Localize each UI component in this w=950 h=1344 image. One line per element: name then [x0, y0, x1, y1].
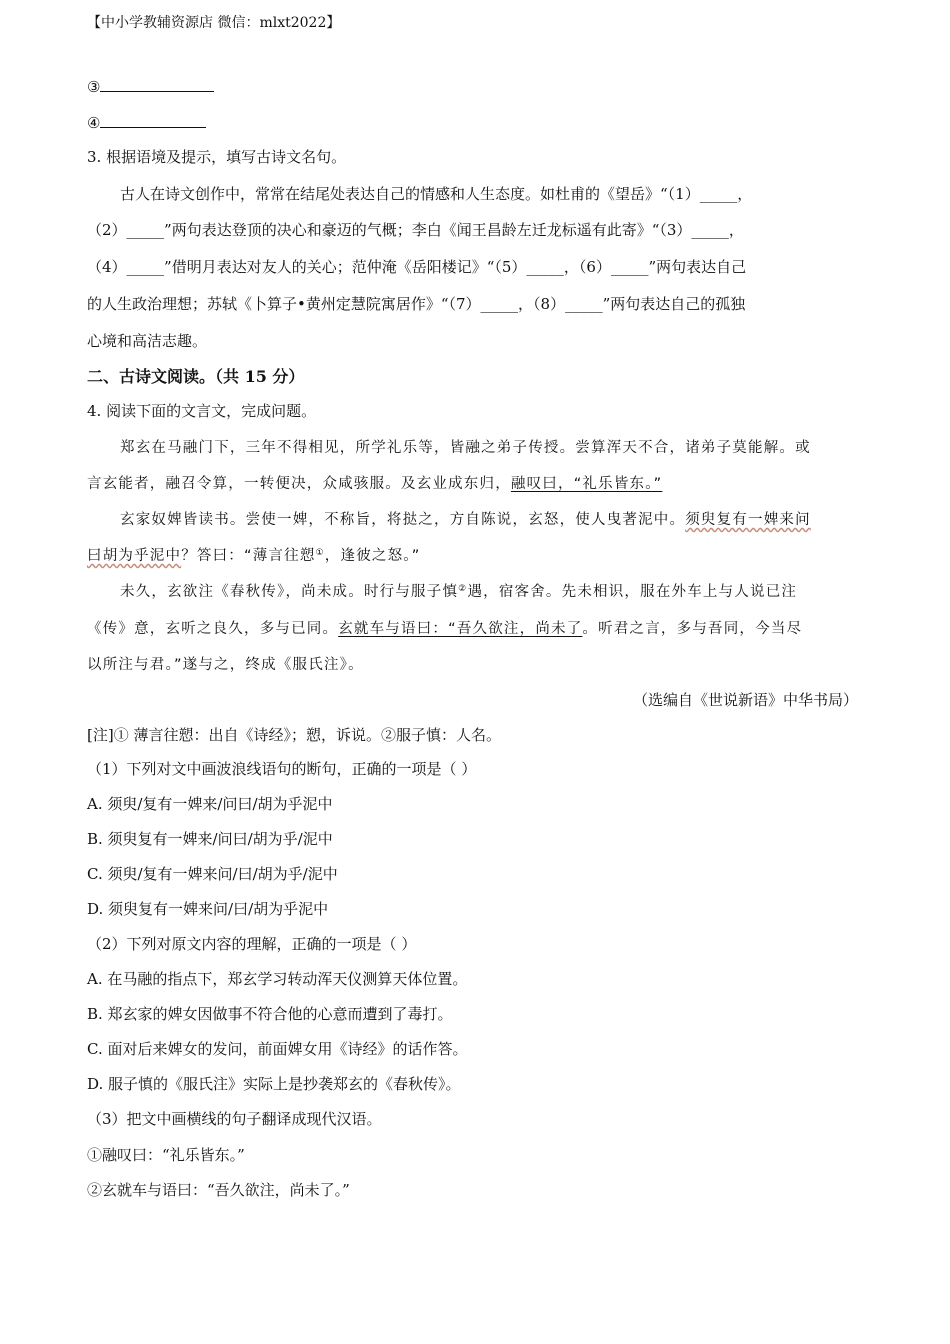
answer-blank[interactable]	[100, 76, 214, 92]
passage-text: 。听君之言，多与吾同，今当尽	[582, 621, 803, 637]
option-c[interactable]: C. 须臾/复有一婢来问/曰/胡为乎/泥中	[87, 865, 338, 883]
answer-blank[interactable]	[100, 112, 206, 128]
blank-item-3[interactable]	[87, 76, 858, 98]
passage-text: 玄家奴婢皆读书。尝使一婢，不称旨，将挞之，方自陈说，玄怒，使人曳著泥中。	[120, 512, 686, 528]
q3-text-line: （2）_____”两句表达登顶的决心和豪迈的气概；李白《闻王昌龄左迁龙标遥有此寄》“（3）_____，	[87, 221, 744, 239]
passage-text: 言玄能者，融召令算，一转便决，众咸骇服。及玄业成东归，	[87, 476, 511, 492]
passage-line: 以所注与君。”遂与之，终成《服氏注》。	[87, 657, 364, 673]
translation-item: ①融叹曰：“礼乐皆东。”	[87, 1146, 245, 1164]
passage-line: 郑玄在马融门下，三年不得相见，所学礼乐等，皆融之弟子传授。尝算浑天不合，诸弟子莫能解。或	[120, 440, 811, 456]
q3-text-line: 心境和高洁志趣。	[87, 332, 208, 350]
passage-text: ？答曰：“薄言往愬	[181, 548, 316, 564]
translation-item: ②玄就车与语曰：“吾久欲注，尚未了。”	[87, 1181, 350, 1199]
sub-question-1-stem: （1）下列对文中画波浪线语句的断句，正确的一项是（ ）	[87, 760, 477, 778]
blank-item-label: ③	[87, 78, 101, 96]
sub-question-2-stem: （2）下列对原文内容的理解，正确的一项是（ ）	[87, 935, 417, 953]
passage-text: ，逢彼之怒。”	[324, 548, 421, 564]
passage-line	[120, 509, 858, 531]
passage-line	[87, 473, 858, 495]
sub-question-3-stem: （3）把文中画横线的句子翻译成现代汉语。	[87, 1110, 382, 1128]
page-header: 【中小学教辅资源店 微信：mlxt2022】	[87, 15, 341, 31]
annotation-note: [注]① 薄言往愬：出自《诗经》；愬，诉说。②服子慎：人名。	[87, 726, 501, 744]
option-c[interactable]: C. 面对后来婢女的发问，前面婢女用《诗经》的话作答。	[87, 1040, 468, 1058]
option-a[interactable]: A. 在马融的指点下，郑玄学习转动浑天仪测算天体位置。	[87, 970, 468, 988]
wavy-sentence: 曰胡为乎泥中	[87, 548, 182, 564]
q3-text-line: 的人生政治理想；苏轼《卜算子•黄州定慧院寓居作》“（7）_____，（8）_____”两句表达自己的孤独	[87, 295, 746, 313]
q3-text-line: 古人在诗文创作中，常常在结尾处表达自己的情感和人生态度。如杜甫的《望岳》“（1）_____，	[120, 185, 753, 203]
section-heading: 二、古诗文阅读。（共 15 分）	[87, 367, 305, 386]
option-d[interactable]: D. 服子慎的《服氏注》实际上是抄袭郑玄的《春秋传》。	[87, 1075, 461, 1093]
underlined-sentence-1: 融叹曰，“礼乐皆东。”	[510, 476, 663, 492]
passage-text: 遇，宿客舍。先未相识，服在外车上与人说已注	[467, 584, 798, 600]
underlined-sentence-2: 玄就车与语曰：“吾久欲注，尚未了	[338, 621, 583, 637]
option-d[interactable]: D. 须臾复有一婢来问/曰/胡为乎泥中	[87, 900, 329, 918]
q3-stem: 3. 根据语境及提示，填写古诗文名句。	[87, 148, 347, 166]
footnote-marker: ①	[315, 548, 325, 558]
option-a[interactable]: A. 须臾/复有一婢来/问曰/胡为乎泥中	[87, 795, 333, 813]
footnote-marker: ②	[458, 584, 468, 594]
q3-text-line: （4）_____”借明月表达对友人的关心；范仲淹《岳阳楼记》“（5）_____，（6）_____”两句表达自己	[87, 258, 747, 276]
passage-line	[87, 545, 858, 567]
blank-item-4[interactable]	[87, 112, 858, 134]
source-citation: （选编自《世说新语》中华书局）	[632, 691, 858, 709]
option-b[interactable]: B. 须臾复有一婢来/问曰/胡为乎/泥中	[87, 830, 333, 848]
q4-stem: 4. 阅读下面的文言文，完成问题。	[87, 402, 317, 420]
passage-line	[120, 581, 858, 603]
passage-text: 未久，玄欲注《春秋传》，尚未成。时行与服子慎	[120, 584, 459, 600]
passage-text: 《传》意，玄听之良久，多与已同。	[87, 621, 339, 637]
blank-item-label: ④	[87, 114, 101, 132]
option-b[interactable]: B. 郑玄家的婢女因做事不符合他的心意而遭到了毒打。	[87, 1005, 453, 1023]
wavy-sentence: 须臾复有一婢来问	[685, 512, 811, 528]
passage-line	[87, 618, 858, 640]
